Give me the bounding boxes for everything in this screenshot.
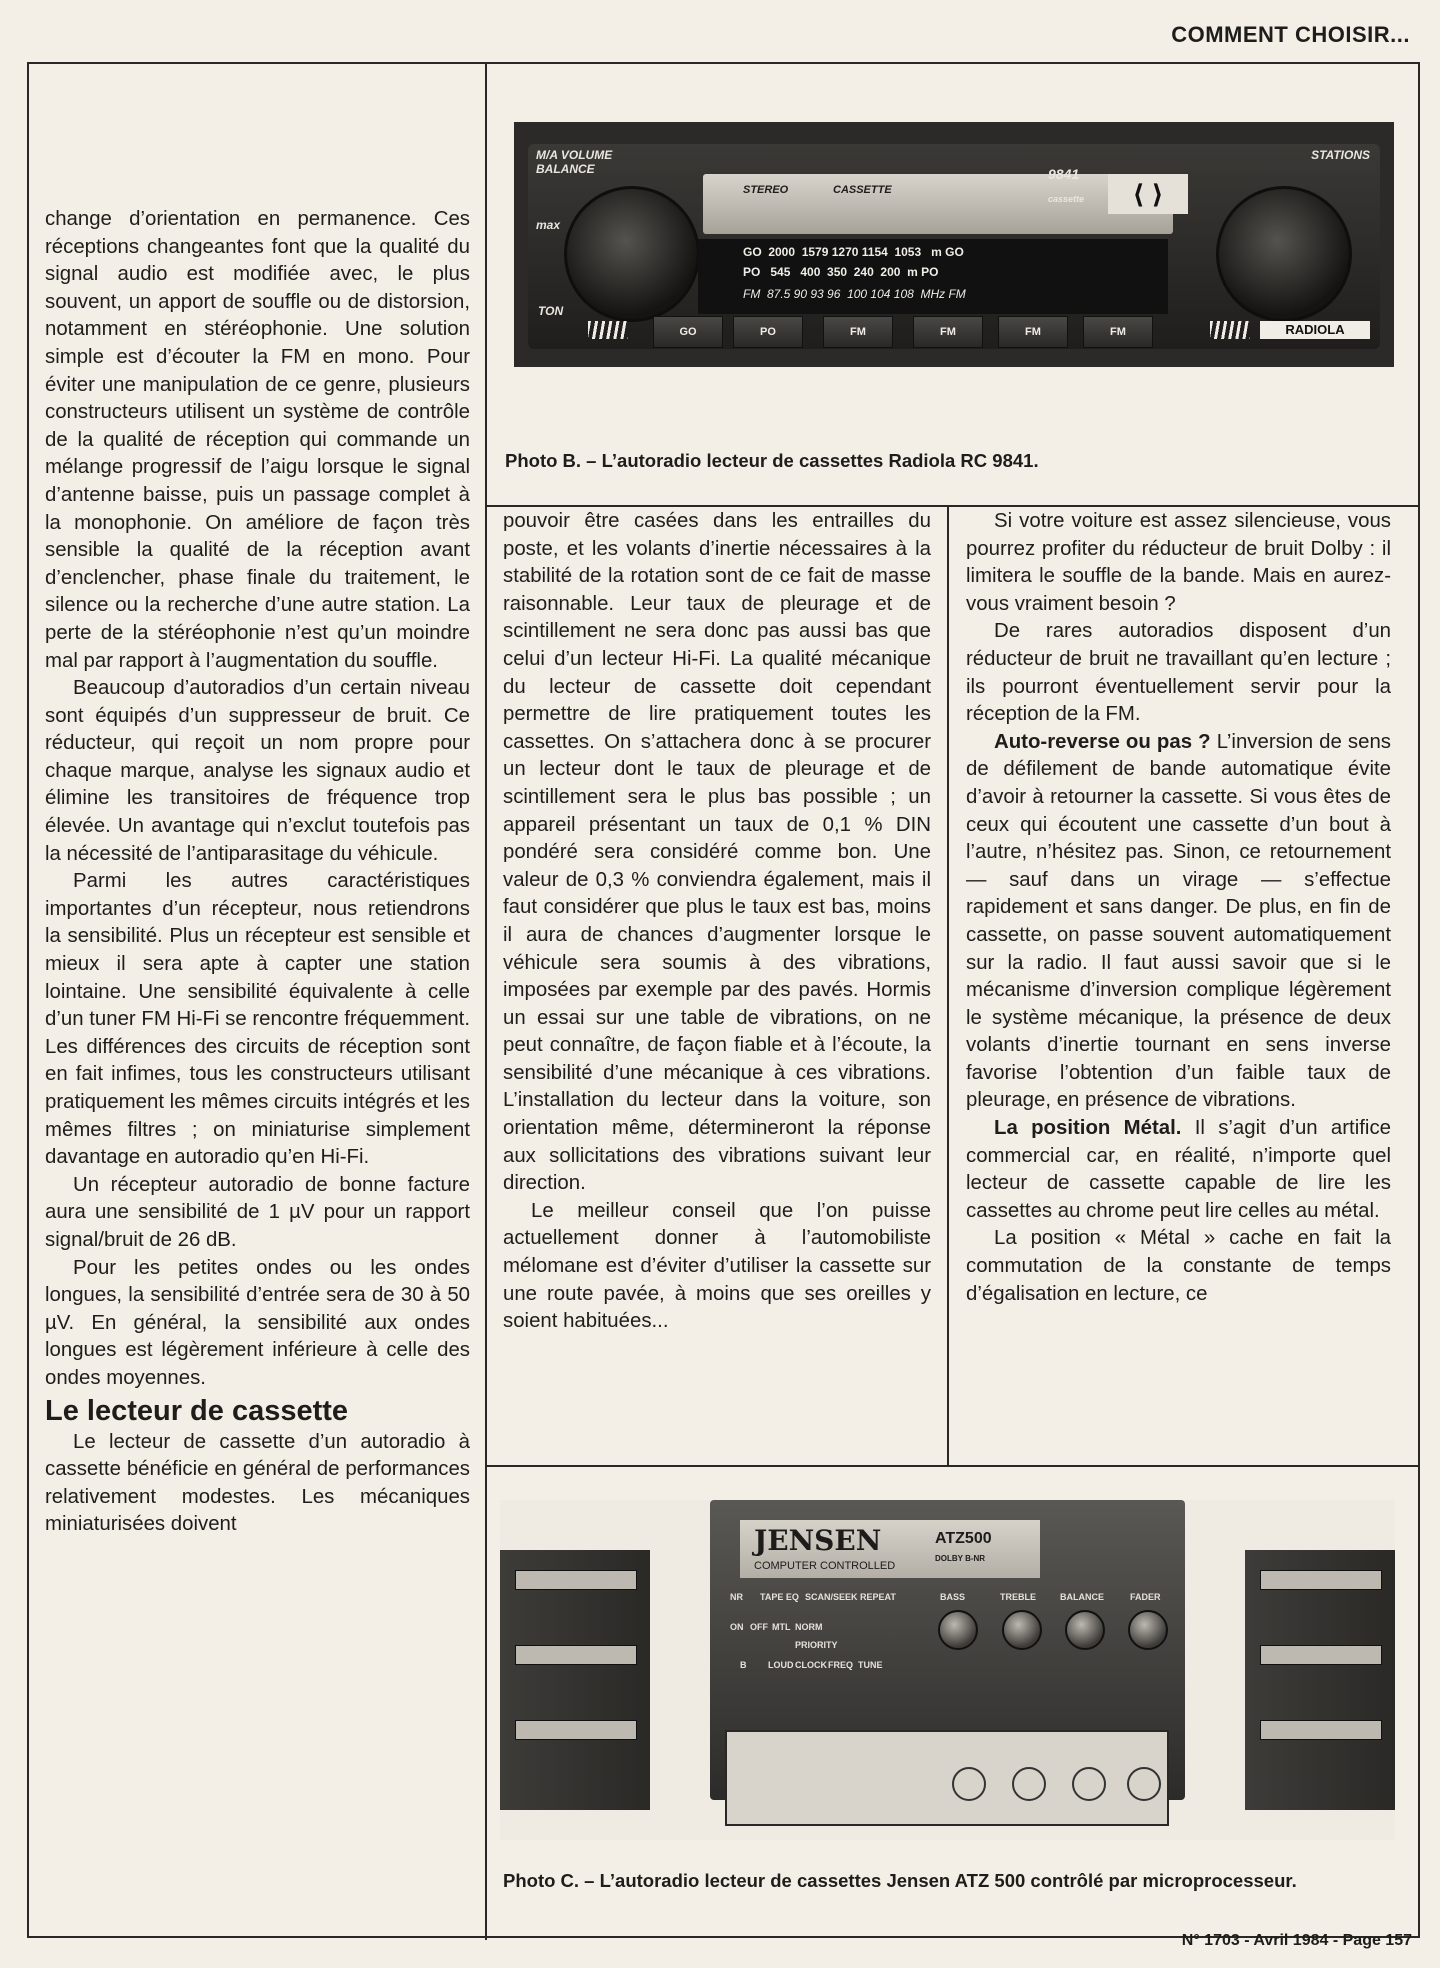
column-2: [503, 508, 931, 1336]
preset-button-go: GO: [653, 316, 723, 348]
switch-label: TUNE: [858, 1660, 883, 1670]
slot-cassette-text: CASSETTE: [833, 184, 892, 196]
switch-label: B: [740, 1660, 747, 1670]
switch-label: PRIORITY: [795, 1640, 838, 1650]
photo-c-rule-left: [485, 1465, 487, 1940]
switch-label: TAPE EQ: [760, 1592, 799, 1602]
page-header: COMMENT CHOISIR...: [1171, 22, 1410, 47]
col1-paragraph-4: Un récepteur autoradio de bonne facture aura une sensibilité de 1 µV pour un rapport signal/bruit de 26 dB.: [45, 1173, 470, 1251]
switch-label: OFF: [750, 1622, 768, 1632]
bass-knob: [938, 1610, 978, 1650]
switch-label: REPEAT: [860, 1592, 896, 1602]
switch-label: LOUD: [768, 1660, 794, 1670]
display-row-fm: FM 87.5 90 93 96 100 104 108 MHz FM: [743, 287, 966, 301]
photo-c-jensen: [500, 1500, 1395, 1840]
col2-paragraph-2: Le meilleur conseil que l’on puisse actuellement donner à l’automobiliste mélomane est d’éviter d’utiliser la cassette sur une route pavée, à moins que ses oreilles y soient habituées...: [503, 1199, 931, 1333]
jensen-dolby: DOLBY B-NR: [935, 1554, 986, 1563]
col3-paragraph-5: La position « Métal » cache en fait la commutation de la constante de temps d’égalisation en lecture, ce: [966, 1227, 1391, 1305]
photo-rule-left: [485, 62, 487, 507]
switch-label: CLOCK: [795, 1660, 827, 1670]
face-knob: [952, 1767, 986, 1801]
section-title: Le lecteur de cassette: [45, 1394, 349, 1427]
preset-button-fm-3: FM: [998, 316, 1068, 348]
max-label: max: [536, 218, 561, 232]
jensen-left-wing: [500, 1550, 650, 1810]
col1-paragraph-5: Pour les petites ondes ou les ondes longues, la sensibilité d’entrée sera de 30 à 50 µV. En général, la sensibilité aux ondes longues est légèrement inférieure à celle des ondes moyennes.: [45, 1256, 470, 1389]
col3-paragraph-4: Il s’agit d’un artifice commercial car, en réalité, n’importe quel lecteur de cassette capable de lire les cassettes au chrome peut lire celles au métal.: [966, 1117, 1391, 1222]
col1-paragraph-3: Parmi les autres caractéristiques importantes d’un récepteur, nous retiendrons la sensibilité. Plus un récepteur est sensible et mieux il sera apte à capter une station lointaine. Une sensibilité équivalente à celle d’un tuner FM Hi-Fi se rencontre fréquemment. Les différences des circuits de réception sont en fait infimes, tous les constructeurs utilisant pratiquement les mêmes circuits intégrés et les mêmes filtres ; on miniaturise simplement davantage en autoradio qu’en Hi-Fi.: [45, 870, 470, 1169]
treble-knob: [1002, 1610, 1042, 1650]
display-row-go: GO 2000 1579 1270 1154 1053 m GO: [743, 245, 964, 259]
col3-heading-auto-reverse: Auto-reverse ou pas ?: [994, 730, 1211, 753]
stripe-decor-left: [588, 321, 628, 339]
jensen-right-wing: [1245, 1550, 1395, 1810]
slot-stereo-text: STEREO: [743, 184, 789, 196]
jensen-background: [500, 1500, 1395, 1840]
jensen-detachable-face: [725, 1730, 1169, 1826]
tuning-knob: [1216, 186, 1352, 322]
radiola-logo: RADIOLA: [1260, 321, 1370, 339]
switch-label: NR: [730, 1592, 743, 1602]
knob-label-treble: TREBLE: [1000, 1592, 1036, 1602]
stations-label: STATIONS: [1311, 148, 1370, 162]
photo-c-top-rule: [485, 1465, 1420, 1467]
cassette-word: cassette: [1048, 194, 1085, 204]
col1-paragraph-2: Beaucoup d’autoradios d’un certain niveau sont équipés d’un suppresseur de bruit. Ce réducteur, qui reçoit un nom propre pour chaque marque, analyse les signaux audio et élimine les transitoires de fréquence trop élevée. Un avantage qui n’exclut toutefois pas la nécessité de l’antiparasitage du véhicule.: [45, 677, 470, 865]
switch-label: NORM: [795, 1622, 823, 1632]
cassette-slot: [703, 174, 1173, 234]
tuner-display: [698, 239, 1168, 314]
fader-knob: [1128, 1610, 1168, 1650]
wing-slot: [515, 1570, 637, 1590]
face-knob: [1012, 1767, 1046, 1801]
volume-knob: [564, 186, 700, 322]
photo-c-caption: Photo C. – L’autoradio lecteur de cassettes Jensen ATZ 500 contrôlé par microprocesseur.: [503, 1870, 1297, 1891]
balance-label: BALANCE: [536, 162, 595, 176]
photo-b-bottom-rule: [485, 505, 1420, 507]
column-1: [45, 206, 470, 1539]
preset-button-fm-1: FM: [823, 316, 893, 348]
column-3: [966, 508, 1391, 1308]
knob-label-bass: BASS: [940, 1592, 966, 1602]
face-knob: [1127, 1767, 1161, 1801]
col3-paragraph-3: L’inversion de sens de défilement de bande automatique évite d’avoir à retourner la cassette. Si vous êtes de ceux qui écoutent une cassette d’un bout à l’autre, n’hésitez pas. Sinon, ce retournement — sauf dans un virage — s’effectue rapidement et sans danger. De plus, en fin de cassette, on passe souvent automatiquement sur la radio. Il faut aussi savoir que si le mécanisme d’inversion complique légèrement le système mécanique, la présence de deux volants d’inertie tournant en sens inverse favorise l’obtention d’un faible taux de pleurage, en présence de vibrations.: [966, 730, 1391, 1112]
preset-button-po: PO: [733, 316, 803, 348]
radio-faceplate: [528, 144, 1380, 349]
col1-paragraph-1: change d’orientation en permanence. Ces réceptions changeantes font que la qualité du signal audio est modifiée avec, le plus souvent, un apport de souffle ou de distorsion, notamment en stéréophonie. Une solution simple est d’écouter la FM en mono. Pour éviter une manipulation de ce genre, plusieurs constructeurs utilisent un système de contrôle de la qualité de réception qui commande un mélange progressif de l’aigu lorsque le signal d’antenne baisse, puis un passage complet à la monophonie. On améliore de façon très sensible la qualité de la réception avant d’enclencher, phase finale du traitement, le silence ou la recherche d’une autre station. La perte de la stéréophonie n’est qu’un moindre mal par rapport à l’augmentation du souffle.: [45, 208, 470, 672]
col3-paragraph-2: De rares autoradios disposent d’un réducteur de bruit ne travaillant qu’en lecture ; ils pourront éventuellement servir pour la réception de la FM.: [966, 620, 1391, 726]
jensen-model: ATZ500: [935, 1530, 992, 1547]
ton-label: TON: [538, 304, 564, 318]
jensen-subtitle: COMPUTER CONTROLLED: [754, 1560, 896, 1572]
model-number: 9841: [1048, 166, 1080, 182]
preset-button-fm-2: FM: [913, 316, 983, 348]
stripe-decor-right: [1210, 321, 1250, 339]
jensen-display: [740, 1520, 1040, 1578]
wing-slot: [515, 1720, 637, 1740]
wing-slot: [515, 1645, 637, 1665]
wing-slot: [1260, 1720, 1382, 1740]
column-rule-left: [485, 505, 487, 1465]
col3-paragraph-1: Si votre voiture est assez silencieuse, vous pourrez profiter du réducteur de bruit Dolby : il limitera le souffle de la bande. Mais en aurez-vous vraiment besoin ?: [966, 510, 1391, 615]
photo-b-radiola: [514, 122, 1394, 367]
jensen-brand: JENSEN: [754, 1524, 882, 1557]
display-row-po: PO 545 400 350 240 200 m PO: [743, 265, 939, 279]
page-footer: N° 1703 - Avril 1984 - Page 157: [1181, 1932, 1412, 1949]
knob-label-balance: BALANCE: [1060, 1592, 1104, 1602]
switch-label: FREQ: [828, 1660, 854, 1670]
col2-paragraph-1: pouvoir être casées dans les entrailles du poste, et les volants d’inertie nécessaires à la stabilité de la rotation sont de ce fait de masse raisonnable. Leur taux de pleurage et de scintillement ne sera donc pas aussi bas que celui d’un lecteur Hi-Fi. La qualité mécanique du lecteur de cassette doit cependant permettre de lire pratiquement toutes les cassettes. On s’attachera donc à se procurer un lecteur dont le taux de pleurage et de scintillement sera le plus bas possible ; un appareil présentant un taux de 0,1 % DIN pondéré sera considéré comme bon. Une valeur de 0,3 % conviendra également, mais il faut considérer que plus le taux est bas, moins il aura de chances d’augmenter lorsque le véhicule sera soumis à des vibrations, imposées par exemple par des pavés. Hormis un essai sur une table de vibrations, on ne peut connaître, de façon fiable et à l’écoute, la sensibilité d’une mécanique à ces vibrations. L’installation du lecteur dans la voiture, son orientation même, détermineront la réponse aux sollicitations des vibrations suivant leur direction.: [503, 510, 931, 1195]
volume-label: M/A VOLUME: [536, 148, 613, 162]
knob-label-fader: FADER: [1130, 1592, 1161, 1602]
column-rule-right: [947, 505, 949, 1465]
col1-paragraph-6: Le lecteur de cassette d’un autoradio à cassette bénéficie en général de performances relativement modestes. Les mécaniques miniaturisées doivent: [45, 1430, 470, 1536]
face-knob: [1072, 1767, 1106, 1801]
balance-knob: [1065, 1610, 1105, 1650]
wing-slot: [1260, 1645, 1382, 1665]
station-arrows: ⟨ ⟩: [1108, 174, 1188, 214]
switch-label: ON: [730, 1622, 744, 1632]
col3-heading-metal: La position Métal.: [994, 1117, 1182, 1140]
photo-b-caption: Photo B. – L’autoradio lecteur de cassettes Radiola RC 9841.: [505, 450, 1039, 471]
preset-button-fm-4: FM: [1083, 316, 1153, 348]
switch-label: MTL: [772, 1622, 791, 1632]
switch-label: SCAN/SEEK: [805, 1592, 858, 1602]
wing-slot: [1260, 1570, 1382, 1590]
